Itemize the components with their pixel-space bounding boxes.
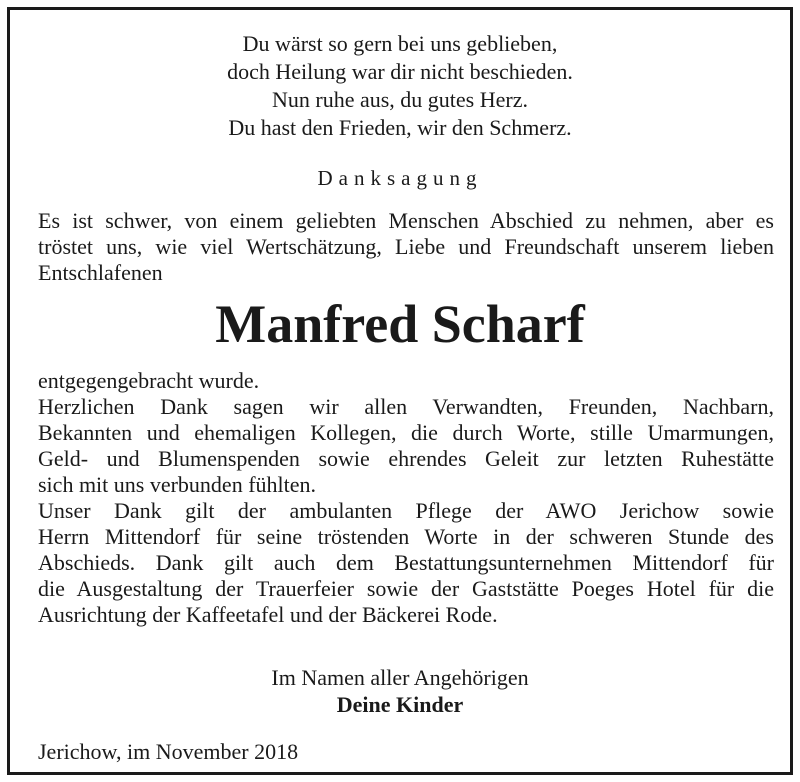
body-line: Geld- und Blumenspenden sowie ehrendes Geleit zur letzten Ruhestätte [38,446,774,471]
body-line: Unser Dank gilt der ambulanten Pflege der AWO Jerichow sowie [38,498,774,523]
notice-frame [7,7,793,775]
signature [10,664,790,718]
body-line: sich mit uns verbunden fühlten. [38,472,317,497]
deceased-name: Manfred Scharf [215,294,585,354]
poem [10,30,790,142]
intro-line: tröstet uns, wie viel Wertschätzung, Liebe und Freundschaft unserem lieben [38,234,774,259]
body-line: entgegengebracht wurde. [38,368,260,393]
intro-line: Es ist schwer, von einem geliebten Menschen Abschied zu nehmen, aber es [38,208,774,233]
body-line: Bekannten und ehemaligen Kollegen, die durch Worte, stille Umarmungen, [38,420,774,445]
signature-names: Deine Kinder [336,692,464,717]
poem-line: Du hast den Frieden, wir den Schmerz. [228,115,572,140]
notice-content [10,10,790,772]
intro-line: Entschlafenen [38,260,163,285]
intro-paragraph [38,208,774,286]
signature-line: Im Namen aller Angehörigen [271,665,529,690]
heading: Danksagung [317,166,483,190]
poem-line: Du wärst so gern bei uns geblieben, [242,31,558,56]
body-line: Herzlichen Dank sagen wir allen Verwandten, Freunden, Nachbarn, [38,394,774,419]
body-line: die Ausgestaltung der Trauerfeier sowie der Gaststätte Poeges Hotel für die [38,576,774,601]
body-line: Ausrichtung der Kaffeetafel und der Bäckerei Rode. [38,602,498,627]
body-line: Abschieds. Dank gilt auch dem Bestattungsunternehmen Mittendorf für [38,550,774,575]
poem-line: Nun ruhe aus, du gutes Herz. [272,87,528,112]
body-line: Herrn Mittendorf für seine tröstenden Worte in der schweren Stunde des [38,524,774,549]
place-date: Jerichow, im November 2018 [38,739,299,764]
poem-line: doch Heilung war dir nicht beschieden. [227,59,573,84]
body-paragraph [38,368,774,628]
